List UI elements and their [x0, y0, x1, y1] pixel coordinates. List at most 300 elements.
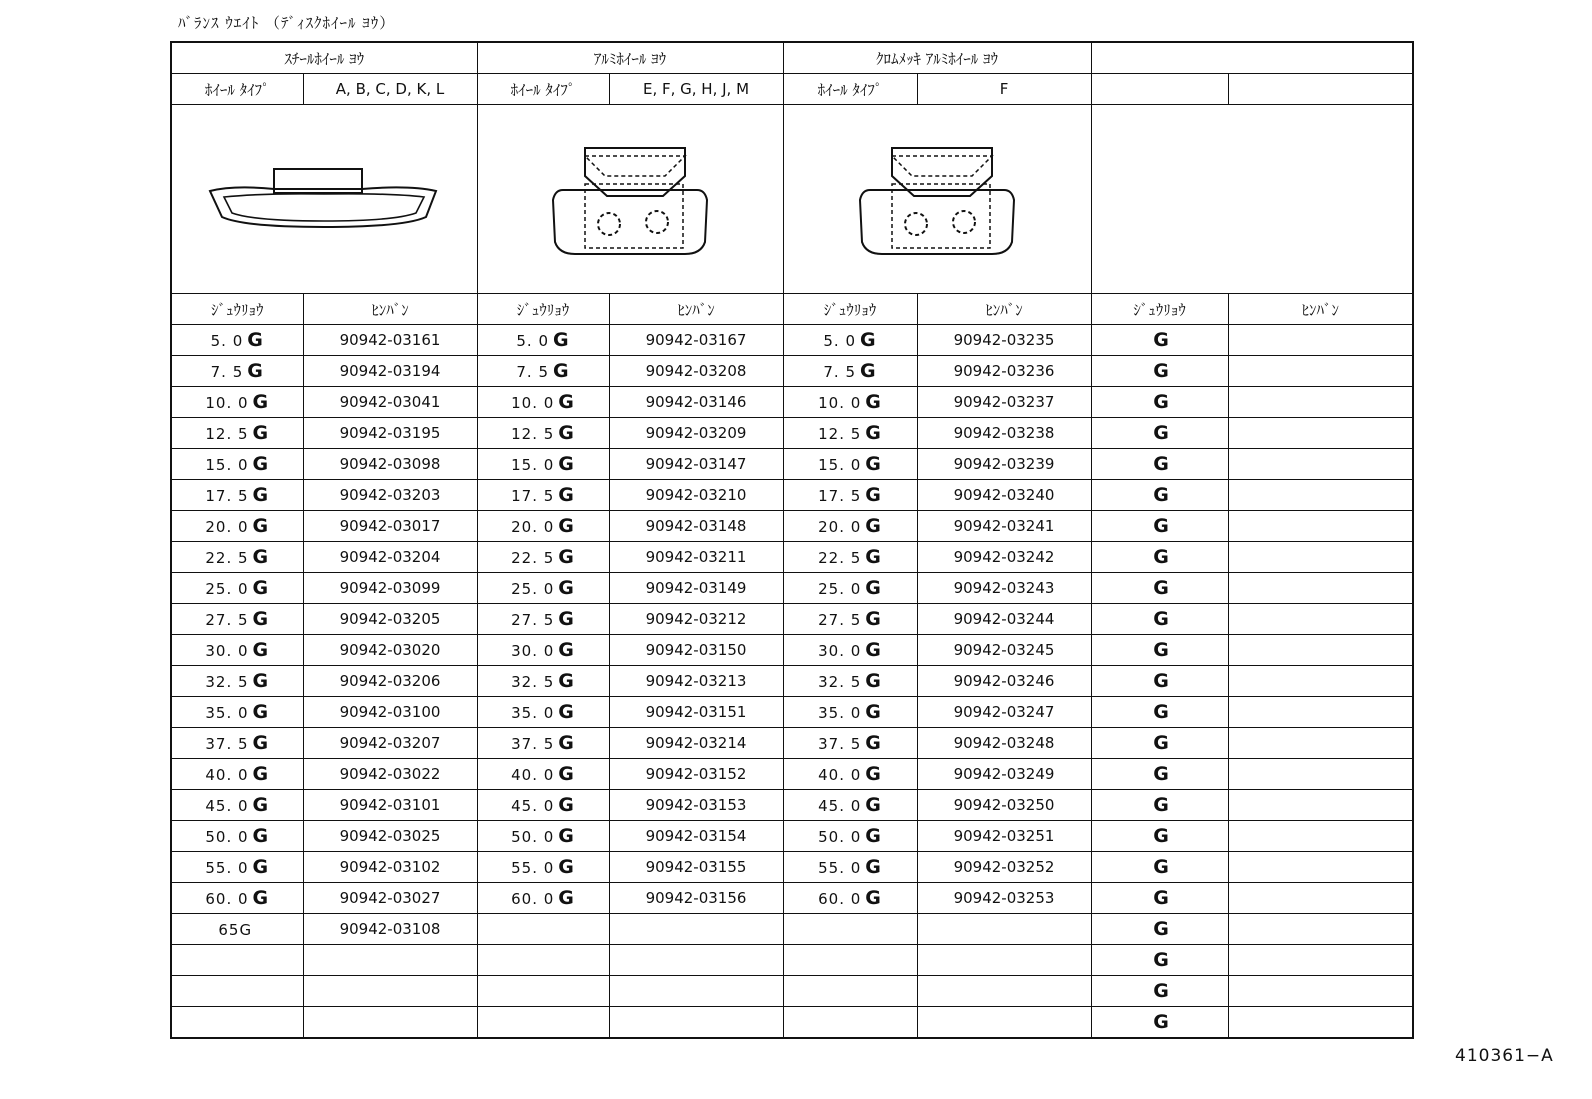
part-number-cell: 90942-03205 [303, 604, 477, 635]
part-number-cell [1228, 480, 1413, 511]
weight-cell [171, 976, 303, 1007]
weight-unit: G [252, 670, 270, 692]
weight-cell [1091, 790, 1228, 821]
part-number-cell [1228, 976, 1413, 1007]
weight-unit: G [558, 670, 575, 692]
part-number-cell [1228, 945, 1413, 976]
weight-cell [477, 759, 609, 790]
part-number-cell [1228, 1007, 1413, 1039]
table-row [171, 418, 1413, 449]
part-number-cell: 90942-03212 [609, 604, 783, 635]
weight-unit: G [860, 329, 877, 351]
weight-value: 27. 5 [511, 611, 555, 629]
weight-unit: G [1153, 887, 1170, 909]
weight-cell [171, 697, 303, 728]
weight-value: 45. 0 [818, 797, 862, 815]
weight-unit: G [1153, 422, 1170, 444]
wheel-type-label [1091, 74, 1228, 105]
weight-unit: G [865, 391, 882, 413]
weight-value: 30. 0 [511, 642, 555, 660]
wheel-type-label: ﾎｲｰﾙ ﾀｲﾌﾟ [171, 74, 303, 105]
weight-cell [1091, 480, 1228, 511]
weight-unit: G [1153, 980, 1170, 1002]
wheel-type-value [1228, 74, 1413, 105]
weight-cell [171, 480, 303, 511]
weight-unit: G [865, 484, 882, 506]
part-number-cell: 90942-03213 [609, 666, 783, 697]
part-number-cell [1228, 418, 1413, 449]
weight-value: 17. 5 [205, 487, 249, 505]
part-number-cell: 90942-03244 [917, 604, 1091, 635]
weight-value: 15. 0 [818, 456, 862, 474]
weight-unit: G [1153, 918, 1170, 940]
part-number-cell: 90942-03242 [917, 542, 1091, 573]
weight-cell [477, 511, 609, 542]
weight-unit: G [247, 329, 264, 351]
part-number-cell: 90942-03245 [917, 635, 1091, 666]
part-number-cell: 90942-03246 [917, 666, 1091, 697]
part-number-cell: 90942-03152 [609, 759, 783, 790]
weight-value: 10. 0 [818, 394, 862, 412]
weight-unit: G [865, 515, 882, 537]
weight-cell [783, 697, 917, 728]
weight-value: 15. 0 [511, 456, 555, 474]
part-number-cell [1228, 728, 1413, 759]
clip-on-weight-icon [204, 159, 444, 239]
weight-unit: G [252, 577, 270, 599]
weight-cell [477, 325, 609, 356]
weight-unit: G [1153, 701, 1170, 723]
weight-cell [1091, 511, 1228, 542]
weight-unit: G [865, 639, 882, 661]
weight-value: 60. 0 [511, 890, 555, 908]
group-name: ｽﾁｰﾙﾎｲｰﾙ ﾖｳ [171, 42, 477, 74]
weight-cell [477, 728, 609, 759]
weight-value: 25. 0 [818, 580, 862, 598]
weight-value: 17. 5 [511, 487, 555, 505]
part-number-cell [1228, 325, 1413, 356]
part-number-cell [1228, 356, 1413, 387]
weight-header: ｼﾞｭｳﾘｮｳ [477, 294, 609, 325]
part-number-cell [917, 976, 1091, 1007]
part-number-cell: 90942-03239 [917, 449, 1091, 480]
part-number-cell: 90942-03017 [303, 511, 477, 542]
table-row [171, 976, 1413, 1007]
balance-weight-table [170, 41, 1414, 1039]
part-number-cell [1228, 759, 1413, 790]
weight-value: 30. 0 [818, 642, 862, 660]
part-number-cell [1228, 387, 1413, 418]
part-number-cell: 90942-03154 [609, 821, 783, 852]
weight-cell [477, 852, 609, 883]
weight-unit: G [252, 422, 270, 444]
part-number-cell: 90942-03207 [303, 728, 477, 759]
empty-illustration-cell [1091, 105, 1413, 294]
weight-value: 35. 0 [818, 704, 862, 722]
weight-unit: G [252, 856, 270, 878]
weight-value: 60. 0 [818, 890, 862, 908]
weight-value: 55. 0 [511, 859, 555, 877]
weight-unit: G [558, 515, 575, 537]
weight-unit: G [252, 608, 270, 630]
part-number-cell [1228, 852, 1413, 883]
part-number-cell: 90942-03252 [917, 852, 1091, 883]
weight-unit: G [1153, 763, 1170, 785]
table-row [171, 728, 1413, 759]
weight-unit: G [558, 546, 575, 568]
weight-unit: G [865, 608, 882, 630]
weight-value: 40. 0 [511, 766, 555, 784]
weight-unit: G [558, 608, 575, 630]
part-number-cell [1228, 604, 1413, 635]
weight-cell [783, 852, 917, 883]
chrome-clip-weight-icon [852, 134, 1022, 264]
weight-unit: G [1153, 639, 1170, 661]
weight-unit: G [252, 763, 270, 785]
weight-unit: G [1153, 608, 1170, 630]
weight-cell [783, 790, 917, 821]
table-row [171, 604, 1413, 635]
table-row [171, 883, 1413, 914]
column-header-row [171, 294, 1413, 325]
part-number-cell: 90942-03153 [609, 790, 783, 821]
weight-cell [783, 418, 917, 449]
part-number-cell [303, 1007, 477, 1039]
weight-cell [171, 449, 303, 480]
part-number-cell: 90942-03251 [917, 821, 1091, 852]
wheel-type-value: A, B, C, D, K, L [303, 74, 477, 105]
weight-unit: G [1153, 546, 1170, 568]
weight-unit: G [1153, 794, 1170, 816]
weight-cell [171, 387, 303, 418]
alloy-clip-weight-icon [545, 134, 715, 264]
document-id: 410361−A [1455, 1046, 1554, 1066]
part-number-cell: 90942-03238 [917, 418, 1091, 449]
wheel-type-label: ﾎｲｰﾙ ﾀｲﾌﾟ [477, 74, 609, 105]
weight-cell [783, 759, 917, 790]
weight-value: 27. 5 [205, 611, 249, 629]
weight-value: 45. 0 [511, 797, 555, 815]
table-row [171, 945, 1413, 976]
part-number-cell: 90942-03102 [303, 852, 477, 883]
weight-cell [1091, 852, 1228, 883]
group-name [1091, 42, 1413, 74]
weight-value: 7. 5 [823, 363, 856, 381]
weight-value: 32. 5 [818, 673, 862, 691]
alloy-weight-illustration [477, 105, 783, 294]
table-row [171, 635, 1413, 666]
part-number-header: ﾋﾝﾊﾞﾝ [303, 294, 477, 325]
weight-cell [477, 790, 609, 821]
weight-cell [1091, 325, 1228, 356]
weight-unit: G [1153, 484, 1170, 506]
weight-unit: G [1153, 515, 1170, 537]
part-number-cell: 90942-03237 [917, 387, 1091, 418]
weight-cell [171, 542, 303, 573]
part-number-cell: 90942-03240 [917, 480, 1091, 511]
weight-unit: G [865, 794, 882, 816]
weight-cell [783, 976, 917, 1007]
weight-cell [1091, 945, 1228, 976]
weight-unit: G [1153, 825, 1170, 847]
weight-value: 12. 5 [511, 425, 555, 443]
weight-unit: G [865, 546, 882, 568]
weight-cell [1091, 387, 1228, 418]
part-number-cell: 90942-03249 [917, 759, 1091, 790]
weight-unit: G [865, 701, 882, 723]
weight-value: 12. 5 [818, 425, 862, 443]
part-number-cell [609, 914, 783, 945]
weight-value: 35. 0 [205, 704, 249, 722]
weight-unit: G [252, 887, 270, 909]
weight-value: 7. 5 [210, 363, 244, 381]
weight-cell [1091, 976, 1228, 1007]
weight-unit: G [252, 484, 270, 506]
part-number-cell: 90942-03204 [303, 542, 477, 573]
weight-value: 30. 0 [205, 642, 249, 660]
weight-value: 22. 5 [818, 549, 862, 567]
weight-cell [171, 883, 303, 914]
weight-value: 35. 0 [511, 704, 555, 722]
part-number-cell: 90942-03099 [303, 573, 477, 604]
part-number-cell [1228, 883, 1413, 914]
weight-unit: G [558, 701, 575, 723]
weight-value: 5. 0 [516, 332, 549, 350]
part-number-cell [303, 945, 477, 976]
weight-unit: G [558, 763, 575, 785]
weight-value: 37. 5 [818, 735, 862, 753]
weight-cell [783, 356, 917, 387]
weight-unit: G [865, 763, 882, 785]
weight-unit: G [553, 360, 570, 382]
weight-unit: G [1153, 1011, 1170, 1033]
weight-cell [171, 728, 303, 759]
wheel-type-row [171, 74, 1413, 105]
weight-cell [477, 418, 609, 449]
weight-cell [477, 356, 609, 387]
weight-cell [783, 449, 917, 480]
weight-cell [477, 387, 609, 418]
weight-cell [477, 821, 609, 852]
part-number-cell [1228, 542, 1413, 573]
part-number-cell: 90942-03156 [609, 883, 783, 914]
weight-cell [171, 945, 303, 976]
part-number-cell: 90942-03155 [609, 852, 783, 883]
wheel-type-value: F [917, 74, 1091, 105]
part-number-cell [303, 976, 477, 1007]
weight-cell [1091, 821, 1228, 852]
part-number-cell [1228, 821, 1413, 852]
weight-value: 25. 0 [205, 580, 249, 598]
weight-cell [477, 883, 609, 914]
part-number-cell [609, 945, 783, 976]
weight-unit: G [558, 422, 575, 444]
weight-unit: G [1153, 856, 1170, 878]
weight-value: 10. 0 [205, 394, 249, 412]
weight-cell [171, 852, 303, 883]
table-row [171, 573, 1413, 604]
weight-cell [783, 325, 917, 356]
part-number-cell: 90942-03108 [303, 914, 477, 945]
weight-unit: G [252, 732, 270, 754]
weight-unit: G [252, 701, 270, 723]
table-row [171, 790, 1413, 821]
weight-unit: G [558, 825, 575, 847]
wheel-type-value: E, F, G, H, J, M [609, 74, 783, 105]
part-number-cell: 90942-03020 [303, 635, 477, 666]
weight-cell [171, 511, 303, 542]
table-row [171, 759, 1413, 790]
weight-cell [477, 697, 609, 728]
table-row [171, 914, 1413, 945]
weight-value: 25. 0 [511, 580, 555, 598]
weight-value: 37. 5 [511, 735, 555, 753]
weight-cell [1091, 635, 1228, 666]
weight-cell [477, 914, 609, 945]
weight-cell [1091, 542, 1228, 573]
weight-unit: G [252, 453, 270, 475]
part-number-cell: 90942-03027 [303, 883, 477, 914]
weight-value: 12. 5 [205, 425, 249, 443]
wheel-type-label: ﾎｲｰﾙ ﾀｲﾌﾟ [783, 74, 917, 105]
table-row [171, 325, 1413, 356]
weight-cell [1091, 604, 1228, 635]
weight-value: 40. 0 [205, 766, 249, 784]
weight-unit: G [558, 887, 575, 909]
steel-weight-illustration [171, 105, 477, 294]
table-row [171, 697, 1413, 728]
weight-cell [1091, 356, 1228, 387]
table-row [171, 356, 1413, 387]
weight-cell [477, 449, 609, 480]
weight-value: 32. 5 [205, 673, 249, 691]
weight-value: 22. 5 [205, 549, 249, 567]
weight-cell [477, 945, 609, 976]
part-number-cell: 90942-03148 [609, 511, 783, 542]
part-number-cell [609, 976, 783, 1007]
weight-cell [477, 542, 609, 573]
part-number-cell: 90942-03146 [609, 387, 783, 418]
part-number-cell: 90942-03210 [609, 480, 783, 511]
weight-unit: G [1153, 949, 1170, 971]
weight-unit: G [252, 825, 270, 847]
weight-unit: G [865, 887, 882, 909]
part-number-cell: 90942-03022 [303, 759, 477, 790]
weight-cell [171, 418, 303, 449]
weight-cell [477, 480, 609, 511]
weight-cell [477, 666, 609, 697]
weight-cell [171, 914, 303, 945]
weight-cell [1091, 697, 1228, 728]
table-row [171, 387, 1413, 418]
weight-unit: G [558, 639, 575, 661]
part-number-cell: 90942-03247 [917, 697, 1091, 728]
part-number-cell: 90942-03235 [917, 325, 1091, 356]
weight-value: 27. 5 [818, 611, 862, 629]
weight-unit: G [252, 546, 270, 568]
weight-unit: G [1153, 391, 1170, 413]
part-number-cell: 90942-03101 [303, 790, 477, 821]
part-number-cell [1228, 511, 1413, 542]
weight-unit: G [558, 794, 575, 816]
weight-cell [1091, 914, 1228, 945]
weight-unit: G [1153, 329, 1170, 351]
part-number-cell [917, 945, 1091, 976]
weight-value: 65G [218, 921, 253, 939]
weight-cell [477, 573, 609, 604]
weight-unit: G [865, 732, 882, 754]
weight-header: ｼﾞｭｳﾘｮｳ [1091, 294, 1228, 325]
weight-unit: G [558, 453, 575, 475]
weight-cell [171, 666, 303, 697]
weight-unit: G [860, 360, 877, 382]
weight-cell [783, 883, 917, 914]
weight-value: 40. 0 [818, 766, 862, 784]
weight-value: 55. 0 [818, 859, 862, 877]
weight-cell [171, 635, 303, 666]
weight-cell [1091, 449, 1228, 480]
weight-cell [783, 666, 917, 697]
weight-unit: G [558, 577, 575, 599]
part-number-cell [1228, 449, 1413, 480]
weight-unit: G [865, 453, 882, 475]
weight-unit: G [1153, 732, 1170, 754]
weight-cell [171, 356, 303, 387]
weight-cell [1091, 759, 1228, 790]
weight-cell [171, 573, 303, 604]
weight-value: 55. 0 [205, 859, 249, 877]
weight-value: 50. 0 [205, 828, 249, 846]
weight-value: 32. 5 [511, 673, 555, 691]
weight-cell [171, 759, 303, 790]
group-name: ｸﾛﾑﾒｯｷ ｱﾙﾐﾎｲｰﾙ ﾖｳ [783, 42, 1091, 74]
part-number-header: ﾋﾝﾊﾞﾝ [609, 294, 783, 325]
weight-value: 22. 5 [511, 549, 555, 567]
weight-value: 50. 0 [511, 828, 555, 846]
table-row [171, 542, 1413, 573]
weight-cell [477, 1007, 609, 1039]
weight-cell [1091, 573, 1228, 604]
part-number-cell: 90942-03248 [917, 728, 1091, 759]
part-number-header: ﾋﾝﾊﾞﾝ [917, 294, 1091, 325]
part-number-cell: 90942-03195 [303, 418, 477, 449]
part-number-cell: 90942-03149 [609, 573, 783, 604]
part-number-cell: 90942-03206 [303, 666, 477, 697]
weight-unit: G [252, 639, 270, 661]
part-number-cell [1228, 790, 1413, 821]
weight-value: 50. 0 [818, 828, 862, 846]
part-number-cell: 90942-03025 [303, 821, 477, 852]
part-number-cell [1228, 697, 1413, 728]
table-row [171, 666, 1413, 697]
weight-unit: G [1153, 360, 1170, 382]
weight-value: 37. 5 [205, 735, 249, 753]
part-number-cell: 90942-03241 [917, 511, 1091, 542]
weight-cell [783, 914, 917, 945]
part-number-cell: 90942-03243 [917, 573, 1091, 604]
part-number-cell: 90942-03214 [609, 728, 783, 759]
weight-cell [1091, 728, 1228, 759]
weight-header: ｼﾞｭｳﾘｮｳ [783, 294, 917, 325]
weight-cell [783, 480, 917, 511]
weight-cell [1091, 1007, 1228, 1039]
weight-cell [477, 976, 609, 1007]
weight-cell [783, 821, 917, 852]
part-number-header: ﾋﾝﾊﾞﾝ [1228, 294, 1413, 325]
weight-value: 5. 0 [210, 332, 244, 350]
weight-cell [783, 945, 917, 976]
part-number-cell: 90942-03167 [609, 325, 783, 356]
